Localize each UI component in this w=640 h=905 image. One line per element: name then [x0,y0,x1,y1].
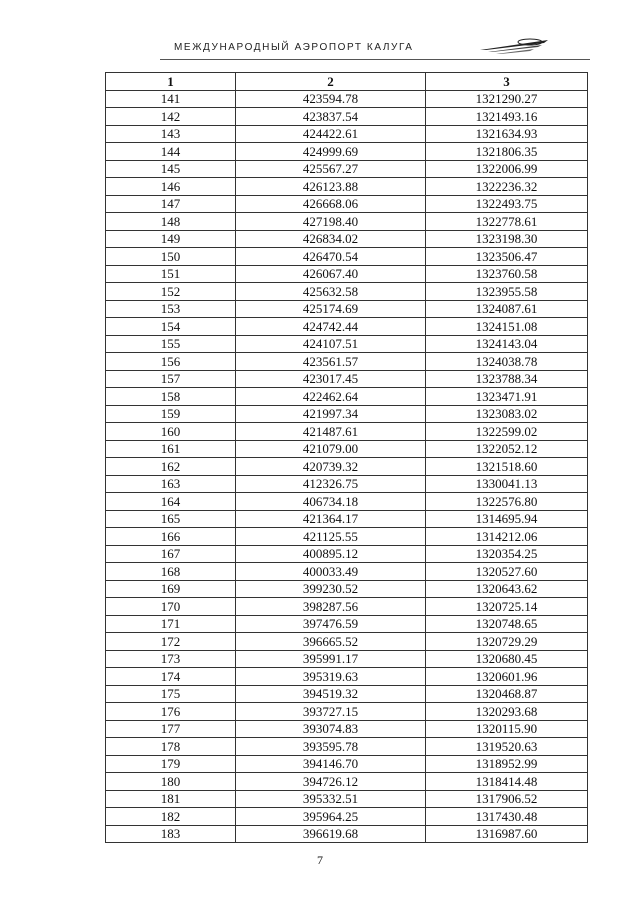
document-header [160,36,560,58]
x-coordinate-cell: 396619.68 [236,825,426,843]
table-row [106,685,588,703]
x-coordinate-cell: 400033.49 [236,563,426,581]
x-coordinate-cell: 425567.27 [236,160,426,178]
y-coordinate-cell: 1322599.02 [426,423,588,441]
x-coordinate-cell: 421125.55 [236,528,426,546]
point-number-cell: 141 [106,90,236,108]
x-coordinate-cell: 395964.25 [236,808,426,826]
point-number-cell: 183 [106,825,236,843]
point-number-cell: 160 [106,423,236,441]
point-number-cell: 143 [106,125,236,143]
table-row [106,493,588,511]
table-row [106,528,588,546]
x-coordinate-cell: 394726.12 [236,773,426,791]
y-coordinate-cell: 1321290.27 [426,90,588,108]
page-number: 7 [317,853,323,867]
point-number-cell: 168 [106,563,236,581]
table-row [106,808,588,826]
y-coordinate-cell: 1320725.14 [426,598,588,616]
x-coordinate-cell: 393727.15 [236,703,426,721]
x-coordinate-cell: 427198.40 [236,213,426,231]
point-number-cell: 155 [106,335,236,353]
point-number-cell: 177 [106,720,236,738]
column-header-2: 2 [236,73,426,91]
y-coordinate-cell: 1322052.12 [426,440,588,458]
y-coordinate-cell: 1324151.08 [426,318,588,336]
table-row [106,353,588,371]
x-coordinate-cell: 395991.17 [236,650,426,668]
y-coordinate-cell: 1323506.47 [426,248,588,266]
table-header-row [106,73,588,91]
x-coordinate-cell: 424742.44 [236,318,426,336]
table-row [106,90,588,108]
table-row [106,510,588,528]
x-coordinate-cell: 393074.83 [236,720,426,738]
point-number-cell: 147 [106,195,236,213]
table-row [106,405,588,423]
x-coordinate-cell: 424107.51 [236,335,426,353]
table-row [106,755,588,773]
table-row [106,738,588,756]
table-body [106,90,588,843]
y-coordinate-cell: 1320748.65 [426,615,588,633]
y-coordinate-cell: 1324087.61 [426,300,588,318]
x-coordinate-cell: 412326.75 [236,475,426,493]
x-coordinate-cell: 425174.69 [236,300,426,318]
table-row [106,160,588,178]
table-row [106,300,588,318]
x-coordinate-cell: 423837.54 [236,108,426,126]
x-coordinate-cell: 397476.59 [236,615,426,633]
x-coordinate-cell: 406734.18 [236,493,426,511]
x-coordinate-cell: 426834.02 [236,230,426,248]
table-row [106,458,588,476]
x-coordinate-cell: 421997.34 [236,405,426,423]
point-number-cell: 142 [106,108,236,126]
y-coordinate-cell: 1324038.78 [426,353,588,371]
y-coordinate-cell: 1320729.29 [426,633,588,651]
point-number-cell: 151 [106,265,236,283]
table-row [106,615,588,633]
table-row [106,265,588,283]
point-number-cell: 175 [106,685,236,703]
table-row [106,318,588,336]
x-coordinate-cell: 421487.61 [236,423,426,441]
x-coordinate-cell: 395319.63 [236,668,426,686]
x-coordinate-cell: 426123.88 [236,178,426,196]
x-coordinate-cell: 424422.61 [236,125,426,143]
x-coordinate-cell: 393595.78 [236,738,426,756]
y-coordinate-cell: 1321493.16 [426,108,588,126]
table-row [106,545,588,563]
point-number-cell: 152 [106,283,236,301]
point-number-cell: 150 [106,248,236,266]
table-row [106,790,588,808]
header-title: МЕЖДУНАРОДНЫЙ АЭРОПОРТ КАЛУГА [174,42,414,53]
table-row [106,598,588,616]
y-coordinate-cell: 1320115.90 [426,720,588,738]
table-row [106,423,588,441]
x-coordinate-cell: 396665.52 [236,633,426,651]
x-coordinate-cell: 421079.00 [236,440,426,458]
x-coordinate-cell: 426067.40 [236,265,426,283]
header-divider [160,59,590,60]
y-coordinate-cell: 1322778.61 [426,213,588,231]
point-number-cell: 170 [106,598,236,616]
x-coordinate-cell: 420739.32 [236,458,426,476]
point-number-cell: 180 [106,773,236,791]
x-coordinate-cell: 422462.64 [236,388,426,406]
y-coordinate-cell: 1323760.58 [426,265,588,283]
y-coordinate-cell: 1320643.62 [426,580,588,598]
y-coordinate-cell: 1322236.32 [426,178,588,196]
point-number-cell: 159 [106,405,236,423]
y-coordinate-cell: 1324143.04 [426,335,588,353]
point-number-cell: 172 [106,633,236,651]
point-number-cell: 156 [106,353,236,371]
table-row [106,230,588,248]
point-number-cell: 154 [106,318,236,336]
table-row [106,440,588,458]
y-coordinate-cell: 1320293.68 [426,703,588,721]
table-row [106,213,588,231]
table-row [106,125,588,143]
column-header-3: 3 [426,73,588,91]
table-row [106,108,588,126]
y-coordinate-cell: 1323788.34 [426,370,588,388]
point-number-cell: 146 [106,178,236,196]
point-number-cell: 171 [106,615,236,633]
point-number-cell: 163 [106,475,236,493]
x-coordinate-cell: 423594.78 [236,90,426,108]
y-coordinate-cell: 1319520.63 [426,738,588,756]
point-number-cell: 182 [106,808,236,826]
y-coordinate-cell: 1321806.35 [426,143,588,161]
point-number-cell: 173 [106,650,236,668]
x-coordinate-cell: 399230.52 [236,580,426,598]
point-number-cell: 157 [106,370,236,388]
point-number-cell: 176 [106,703,236,721]
point-number-cell: 174 [106,668,236,686]
y-coordinate-cell: 1317906.52 [426,790,588,808]
y-coordinate-cell: 1323955.58 [426,283,588,301]
table-row [106,143,588,161]
y-coordinate-cell: 1321634.93 [426,125,588,143]
point-number-cell: 164 [106,493,236,511]
point-number-cell: 144 [106,143,236,161]
y-coordinate-cell: 1318414.48 [426,773,588,791]
y-coordinate-cell: 1322006.99 [426,160,588,178]
y-coordinate-cell: 1320354.25 [426,545,588,563]
y-coordinate-cell: 1323471.91 [426,388,588,406]
x-coordinate-cell: 395332.51 [236,790,426,808]
table-row [106,283,588,301]
table-row [106,248,588,266]
x-coordinate-cell: 426668.06 [236,195,426,213]
y-coordinate-cell: 1316987.60 [426,825,588,843]
table-row [106,650,588,668]
y-coordinate-cell: 1317430.48 [426,808,588,826]
point-number-cell: 178 [106,738,236,756]
y-coordinate-cell: 1320527.60 [426,563,588,581]
x-coordinate-cell: 394519.32 [236,685,426,703]
x-coordinate-cell: 400895.12 [236,545,426,563]
point-number-cell: 179 [106,755,236,773]
y-coordinate-cell: 1318952.99 [426,755,588,773]
table-row [106,195,588,213]
point-number-cell: 149 [106,230,236,248]
table-row [106,720,588,738]
x-coordinate-cell: 426470.54 [236,248,426,266]
point-number-cell: 153 [106,300,236,318]
y-coordinate-cell: 1314212.06 [426,528,588,546]
table-row [106,563,588,581]
table-row [106,370,588,388]
point-number-cell: 181 [106,790,236,808]
x-coordinate-cell: 424999.69 [236,143,426,161]
table-row [106,773,588,791]
table-row [106,335,588,353]
table-row [106,178,588,196]
point-number-cell: 162 [106,458,236,476]
y-coordinate-cell: 1323198.30 [426,230,588,248]
x-coordinate-cell: 423017.45 [236,370,426,388]
y-coordinate-cell: 1321518.60 [426,458,588,476]
y-coordinate-cell: 1320468.87 [426,685,588,703]
table-row [106,633,588,651]
table-row [106,580,588,598]
point-number-cell: 148 [106,213,236,231]
airline-wing-logo-icon [478,36,550,56]
x-coordinate-cell: 425632.58 [236,283,426,301]
point-number-cell: 169 [106,580,236,598]
table-row [106,668,588,686]
y-coordinate-cell: 1322576.80 [426,493,588,511]
table-row [106,388,588,406]
x-coordinate-cell: 394146.70 [236,755,426,773]
point-number-cell: 165 [106,510,236,528]
x-coordinate-cell: 421364.17 [236,510,426,528]
table-row [106,475,588,493]
point-number-cell: 167 [106,545,236,563]
x-coordinate-cell: 423561.57 [236,353,426,371]
column-header-1: 1 [106,73,236,91]
point-number-cell: 145 [106,160,236,178]
y-coordinate-cell: 1320601.96 [426,668,588,686]
y-coordinate-cell: 1320680.45 [426,650,588,668]
y-coordinate-cell: 1322493.75 [426,195,588,213]
table-row [106,825,588,843]
point-number-cell: 166 [106,528,236,546]
x-coordinate-cell: 398287.56 [236,598,426,616]
point-number-cell: 158 [106,388,236,406]
table-row [106,703,588,721]
y-coordinate-cell: 1330041.13 [426,475,588,493]
coordinates-table [105,72,588,843]
y-coordinate-cell: 1323083.02 [426,405,588,423]
y-coordinate-cell: 1314695.94 [426,510,588,528]
point-number-cell: 161 [106,440,236,458]
